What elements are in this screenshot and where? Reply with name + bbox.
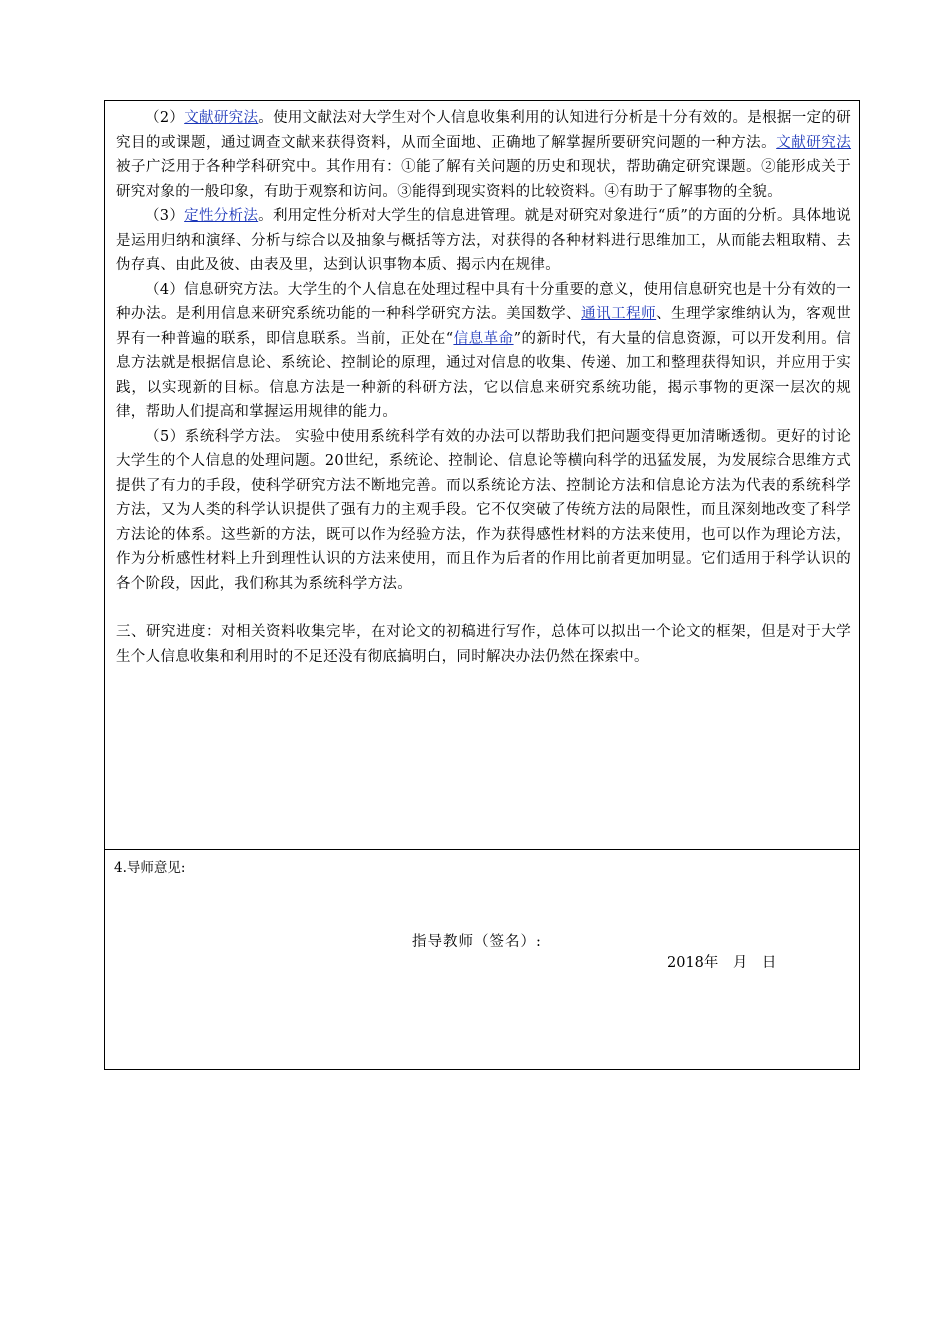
paragraph-information-method [116, 278, 851, 425]
spacer [116, 596, 851, 620]
advisor-opinion-cell [105, 850, 859, 1070]
paragraph-text: 。使用文献法对大学生对个人信息收集利用的认知进行分析是十分有效的。是根据一定的研究目的或课题，通过调查文献来获得资料，从而全面地、正确地了解掌握所要研究问题的一种方法。 [116, 110, 851, 151]
paragraph-qualitative-method [116, 204, 851, 278]
paragraph-systems-method: （5）系统科学方法。 实验中使用系统科学有效的办法可以帮助我们把问题变得更加清晰透彻。更好的讨论大学生的个人信息的处理问题。20世纪，系统论、控制论、信息论等横向科学的迅猛发展，为发展综合思维方式提供了有力的手段，使科学研究方法不断地完善。而以系统论方法、控制论方法和信息论方法为代表的系统科学方法，又为人类的科学认识提供了强有力的主观手段。它不仅突破了传统方法的局限性，而且深刻地改变了科学方法论的体系。这些新的方法，既可以作为经验方法，作为获得感性材料的方法来使用，也可以作为理论方法，作为分析感性材料上升到理性认识的方法来使用，而且作为后者的作用比前者更加明显。它们适用于科学认识的各个阶段，因此，我们称其为系统科学方法。 [116, 428, 851, 592]
research-content-cell [105, 101, 859, 850]
link-qualitative-analysis[interactable]: 定性分析法 [184, 208, 259, 224]
link-literature-method[interactable]: 文献研究法 [184, 110, 259, 126]
signature-date: 2018年 月 日 [667, 955, 777, 971]
paragraph-literature-method [116, 106, 851, 204]
form-table [104, 100, 860, 1070]
advisor-signature-label: 指导教师（签名）: [412, 934, 542, 950]
link-communication-engineer[interactable]: 通讯工程师 [581, 306, 657, 322]
paragraph-text: 、生理学家维纳认为，客观世界有一种普遍的联系，即信息联系。当前，正处在“ [116, 306, 852, 347]
link-information-revolution[interactable]: 信息革命 [453, 330, 514, 347]
paragraph-text: ”的新时代，有大量的信息资源，可以开发利用。信息方法就是根据信息论、系统论、控制论的原理，通过对信息的收集、传递、加工和整理获得知识，并应用于实践，以实现新的目标。信息方法是一种新的科研方法，它以信息来研究系统功能，揭示事物的更深一层次的规律，帮助人们提高和掌握运用规律的能力。 [116, 330, 852, 420]
paragraph-text: （4）信息研究方法。大学生的个人信息在处理过程中具有十分重要的意义，使用信息研究也是十分有效的一种办法。是利用信息来研究系统功能的一种科学研究方法。美国数学、 [116, 281, 851, 322]
link-literature-method-2[interactable]: 文献研究法 [776, 134, 852, 151]
advisor-opinion-heading: 4.导师意见: [114, 860, 186, 876]
paragraph-text: 被子广泛用于各种学科研究中。其作用有：①能了解有关问题的历史和现状，帮助确定研究课题。②能形成关于研究对象的一般印象，有助于观察和访问。③能得到现实资料的比较资料。④有助于了解事物的全貌。 [116, 159, 851, 200]
paragraph-number: （3） [145, 208, 185, 224]
research-progress: 三、研究进度：对相关资料收集完毕，在对论文的初稿进行写作，总体可以拟出一个论文的框架，但是对于大学生个人信息收集和利用时的不足还没有彻底搞明白，同时解决办法仍然在探索中。 [116, 624, 851, 665]
paragraph-text: 。利用定性分析对大学生的信息进管理。就是对研究对象进行“质”的方面的分析。具体地说是运用归纳和演绎、分析与综合以及抽象与概括等方法，对获得的各种材料进行思维加工，从而能去粗取精、去伪存真、由此及彼、由表及里，达到认识事物本质、揭示内在规律。 [116, 208, 851, 273]
paragraph-number: （2） [145, 110, 185, 126]
